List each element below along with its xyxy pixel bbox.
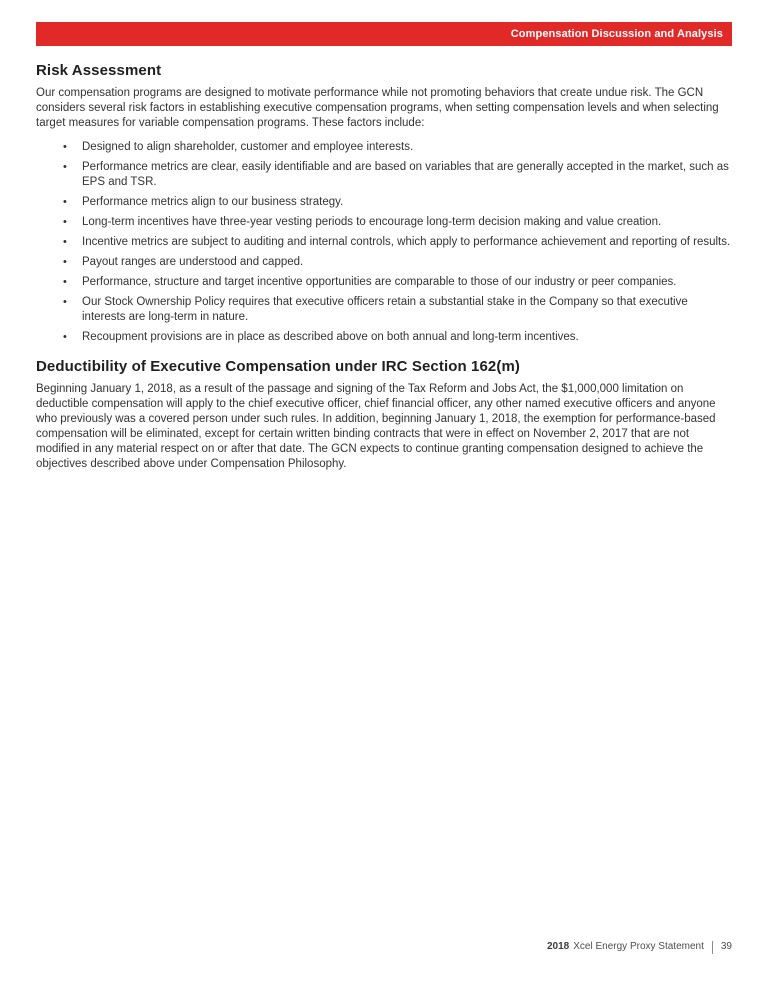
footer-document-title: Xcel Energy Proxy Statement [573, 941, 704, 952]
page-footer [547, 940, 732, 954]
deductibility-body-paragraph: Beginning January 1, 2018, as a result of the passage and signing of the Tax Reform and Jobs Act, the $1,000,000 limitation on deductible compensation will apply to the chief executive officer, chief financial officer, any other named executive officers and anyone who previously was a covered person under such rules. In addition, beginning January 1, 2018, the exemption for performance-based compensation will be eliminated, except for certain written binding contracts that were in effect on November 2, 2017 that are not modified in any material respect on or after that date. The GCN expects to continue granting compensation designed to achieve the objectives described above under Compensation Philosophy. [36, 383, 716, 470]
risk-factor-list-item: • Performance, structure and target incentive opportunities are comparable to those of our industry or peer companies. [36, 275, 732, 290]
section-heading-deductibility: Deductibility of Executive Compensation under IRC Section 162(m) [36, 358, 520, 375]
footer-divider [712, 941, 713, 954]
risk-factor-list-item: • Designed to align shareholder, customer and employee interests. [36, 140, 732, 155]
risk-factor-list-item: • Incentive metrics are subject to auditing and internal controls, which apply to performance achievement and reporting of results. [36, 235, 732, 250]
page-content [36, 62, 732, 472]
risk-assessment-intro-paragraph: Our compensation programs are designed to motivate performance while not promoting behaviors that create undue risk. The GCN considers several risk factors in establishing executive compensation programs, when setting compensation levels and when selecting target measures for variable compensation programs. These factors include: [36, 87, 719, 129]
risk-factor-list-item: • Performance metrics align to our business strategy. [36, 195, 732, 210]
risk-factor-list-item: • Recoupment provisions are in place as described above on both annual and long-term incentives. [36, 330, 732, 345]
section-banner [36, 22, 732, 46]
footer-page-number: 39 [720, 941, 732, 952]
risk-factor-list-item: • Performance metrics are clear, easily identifiable and are based on variables that are generally accepted in the market, such as EPS and TSR. [36, 160, 732, 190]
risk-factors-list [36, 140, 732, 345]
banner-label: Compensation Discussion and Analysis [510, 28, 723, 40]
risk-factor-list-item: • Payout ranges are understood and capped. [36, 255, 732, 270]
footer-year: 2018 [547, 941, 570, 952]
risk-factor-list-item: • Long-term incentives have three-year vesting periods to encourage long-term decision making and value creation. [36, 215, 732, 230]
risk-factor-list-item: • Our Stock Ownership Policy requires that executive officers retain a substantial stake in the Company so that executive interests are long-term in nature. [36, 295, 732, 325]
section-heading-risk-assessment: Risk Assessment [36, 62, 162, 79]
